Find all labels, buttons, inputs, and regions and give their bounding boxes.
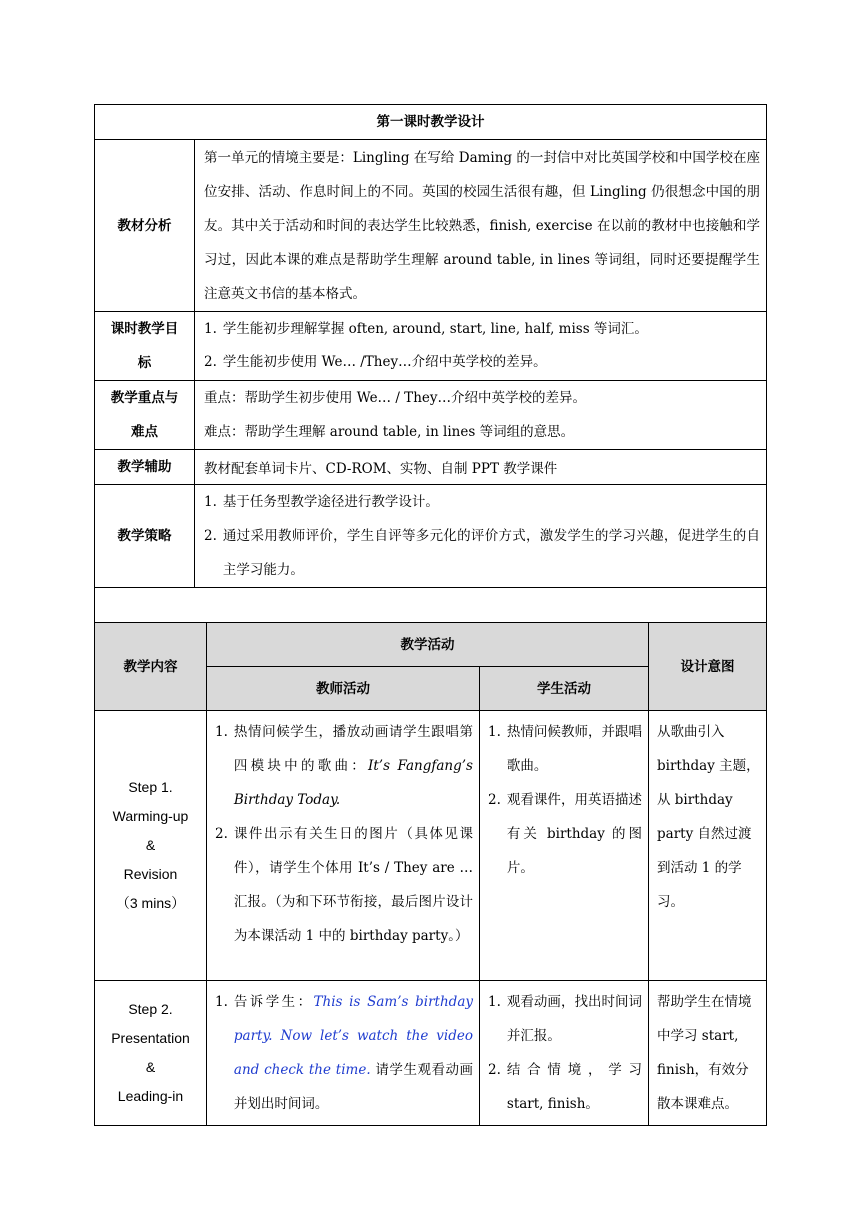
col-intent-header: 设计意图: [649, 623, 767, 711]
page-title: 第一课时教学设计: [95, 105, 767, 140]
teacher-item-main: 告诉学生：: [233, 994, 314, 1010]
col-content-header: 教学内容: [95, 623, 207, 711]
student-item-text: 观看动画，找出时间词并汇报。: [506, 994, 642, 1044]
strategy-num: 2.: [204, 528, 217, 544]
student-activity: [480, 711, 649, 981]
step-label-line: Presentation: [111, 1030, 190, 1046]
step-label: [95, 711, 207, 981]
goal-text: 学生能初步理解掌握 often, around, start, line, half, miss 等词汇。: [222, 321, 648, 337]
col-activities-header: 教学活动: [207, 623, 649, 667]
strategy-item: [204, 485, 760, 519]
teacher-activity: [207, 981, 480, 1126]
key-points-label: [95, 381, 195, 450]
teacher-item: [215, 715, 473, 817]
student-activity: [480, 981, 649, 1126]
teacher-item-rest: 请学生观看动画并划出时间词。: [233, 1062, 473, 1112]
teacher-item: [215, 985, 473, 1121]
teacher-item-text: [234, 985, 473, 1121]
step-label-line: Step 2.: [128, 1001, 173, 1017]
goal-item: [204, 313, 760, 346]
teacher-item: [215, 817, 473, 953]
lesson-plan: [94, 104, 766, 1126]
step-label-line: Step 1.: [128, 779, 173, 795]
goal-num: 2.: [204, 354, 217, 370]
goals-label: [95, 312, 195, 381]
strategy-text: 通过采用教师评价，学生自评等多元化的评价方式，激发学生的学习兴趣，促进学生的自主学习能力。: [222, 528, 760, 578]
key-point: 重点：帮助学生初步使用 We… / They…介绍中英学校的差异。: [204, 390, 587, 406]
difficult-point: 难点：帮助学生理解 around table, in lines 等词组的意思。: [204, 424, 575, 440]
step-label-line: &: [145, 837, 156, 853]
spacer-row: [95, 588, 767, 623]
step-label-line: Warming-up: [112, 808, 189, 824]
song-title: It’s Fangfang’s Birthday Today.: [233, 758, 473, 808]
student-item-num: 2.: [488, 792, 501, 808]
goal-text: 学生能初步使用 We… /They…介绍中英学校的差异。: [222, 354, 547, 370]
design-intent: 帮助学生在情境中学习 start, finish，有效分散本课难点。: [649, 981, 767, 1126]
student-item-text: 热情问候教师，并跟唱歌曲。: [506, 724, 642, 774]
teacher-item-num: 1.: [215, 724, 228, 740]
aids-label: 教学辅助: [95, 450, 195, 485]
col-teacher-header: 教师活动: [207, 667, 480, 711]
step-label-line: &: [145, 1059, 156, 1075]
step-label-line: Revision: [123, 866, 178, 882]
activity-table: [94, 622, 767, 1126]
step-label-line: （3 mins）: [115, 895, 186, 911]
strategy-list: [195, 485, 767, 588]
student-item: [488, 985, 642, 1053]
student-item: [488, 715, 642, 783]
teacher-item-num: 1.: [215, 994, 228, 1010]
strategy-label: 教学策略: [95, 485, 195, 588]
step-label-line: Leading-in: [117, 1088, 184, 1104]
student-item-num: 1.: [488, 994, 501, 1010]
design-intent: 从歌曲引入 birthday 主题，从 birthday party 自然过渡到活动 1 的学习。: [649, 711, 767, 981]
step-label: [95, 981, 207, 1126]
aids-text: 教材配套单词卡片、CD-ROM、实物、自制 PPT 教学课件: [195, 450, 767, 485]
key-points-label-text: 教学重点与难点: [110, 390, 179, 440]
student-item: [488, 783, 642, 885]
student-item-text: 结合情境，学习 start, finish。: [506, 1062, 642, 1112]
teacher-quote: This is Sam’s birthday party. Now let’s watch the video and check the time.: [233, 994, 473, 1078]
analysis-text: 第一单元的情境主要是：Lingling 在写给 Daming 的一封信中对比英国学校和中国学校在座位安排、活动、作息时间上的不同。英国的校园生活很有趣，但 Lingling 仍很想念中国的朋友。其中关于活动和时间的表达学生比较熟悉，finish, exercise 在以前的教材中也接触和学习过，因此本课的难点是帮助学生理解 around table, in lines 等词组，同时还要提醒学生注意英文书信的基本格式。: [195, 140, 767, 312]
teacher-item-text: [234, 715, 473, 817]
teacher-item-main: 热情问候学生，播放动画请学生跟唱第四模块中的歌曲：: [233, 724, 473, 774]
teacher-item-text: 课件出示有关生日的图片（具体见课件），请学生个体用 It’s / They are …汇报。（为和下环节衔接，最后图片设计为本课活动 1 中的 birthday party。）: [233, 826, 473, 944]
goals-list: [195, 312, 767, 381]
teacher-activity: [207, 711, 480, 981]
strategy-item: [204, 519, 760, 587]
student-item: [488, 1053, 642, 1121]
teacher-item-num: 2.: [215, 826, 228, 842]
goal-num: 1.: [204, 321, 217, 337]
goals-label-text: 课时教学目标: [110, 321, 179, 371]
student-item-text: 观看课件，用英语描述有关 birthday 的图片。: [506, 792, 642, 876]
analysis-label: 教材分析: [95, 140, 195, 312]
key-points-list: [195, 381, 767, 450]
plan-table: [94, 104, 767, 623]
strategy-text: 基于任务型教学途径进行教学设计。: [222, 494, 439, 510]
goal-item: [204, 346, 760, 379]
strategy-num: 1.: [204, 494, 217, 510]
student-item-num: 2.: [488, 1062, 501, 1078]
col-student-header: 学生活动: [480, 667, 649, 711]
student-item-num: 1.: [488, 724, 501, 740]
